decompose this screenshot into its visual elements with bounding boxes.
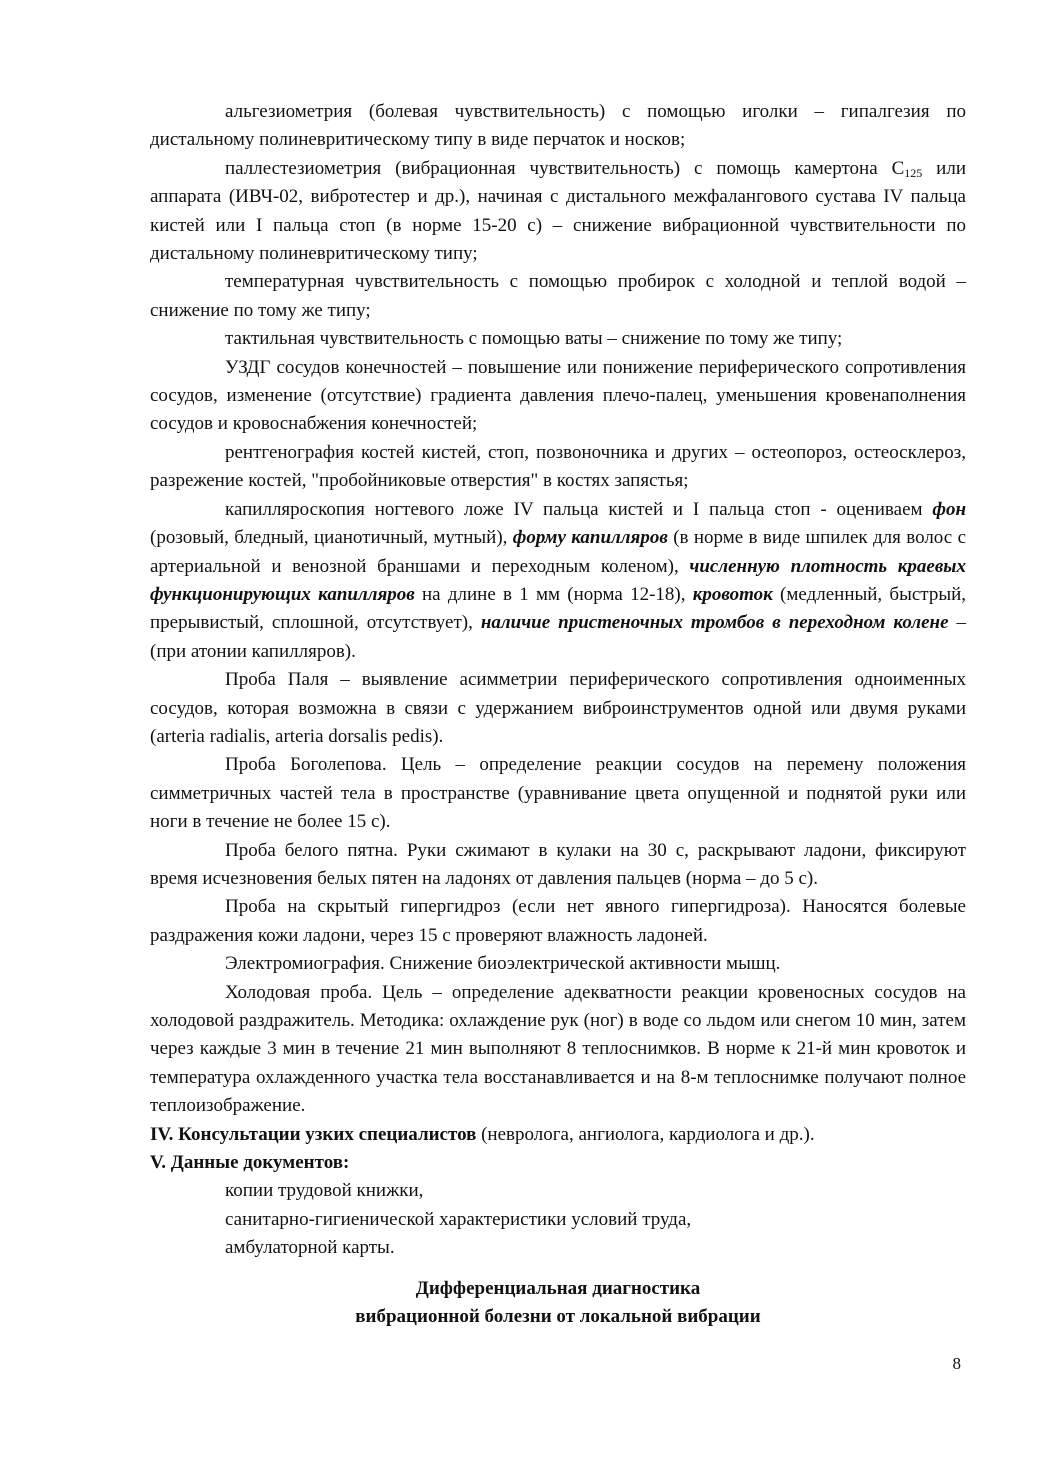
- section-5-title: V. Данные документов:: [150, 1152, 350, 1174]
- heading-line-2: вибрационной болезни от локальной вибрации: [355, 1306, 761, 1327]
- paragraph-palya-test: Проба Паля – выявление асимметрии периферического сопротивления одноименных сосудов, которая возможна в связи с удержанием виброинструментов одной или двумя руками (arteria radialis, arteria dorsalis pedis).: [150, 669, 966, 747]
- capillaroscopy-term-form: форму капилляров: [512, 527, 668, 549]
- paragraph-xray: рентгенография костей кистей, стоп, позвоночника и других – остеопороз, остеосклероз, разрежение костей, "пробойниковые отверстия" в костях запястья;: [150, 441, 966, 492]
- paragraph-pallesthesiometry: [150, 155, 966, 269]
- list-item: амбулаторной карты.: [225, 1237, 395, 1259]
- list-item: копии трудовой книжки,: [225, 1180, 424, 1202]
- section-heading: [150, 1275, 966, 1331]
- list-item: санитарно-гигиенической характеристики условий труда,: [225, 1208, 692, 1230]
- paragraph-white-spot-test: Проба белого пятна. Руки сжимают в кулаки на 30 с, раскрывают ладони, фиксируют время исчезновения белых пятен на ладонях от давления пальцев (норма – до 5 с).: [150, 839, 966, 889]
- body-text: [150, 98, 966, 1263]
- capillaroscopy-text-11: – (при атонии капилляров).: [150, 612, 967, 662]
- heading-line-1: Дифференциальная диагностика: [415, 1278, 701, 1299]
- paragraph-hyperhidrosis-test: Проба на скрытый гипергидроз (если нет явного гипергидроза). Наносятся болевые раздражения кожи ладони, через 15 с проверяют влажность ладоней.: [150, 896, 966, 946]
- pallesthesiometry-text-a: паллестезиометрия (вибрационная чувствительность) с помощь камертона С: [225, 157, 905, 179]
- capillaroscopy-term-background: фон: [932, 498, 966, 520]
- paragraph-cold-test: Холодовая проба. Цель – определение адекватности реакции кровеносных сосудов на холодовой раздражитель. Методика: охлаждение рук (ног) в воде со льдом или снегом 10 мин, затем через каждые 3 мин в течение 21 мин выполняют 8 теплоснимков. В норме к 21-й мин кровоток и температура охлажденного участка тела восстанавливается и на 8-м теплоснимке получают полное теплоизображение.: [150, 981, 966, 1117]
- tuning-fork-subscript: 125: [904, 165, 923, 180]
- section-4-title: IV. Консультации узких специалистов: [150, 1123, 477, 1145]
- page-number: 8: [952, 1354, 961, 1373]
- paragraph-capillaroscopy: [150, 496, 966, 666]
- capillaroscopy-term-bloodflow: кровоток: [692, 583, 773, 605]
- capillaroscopy-text-3: (розовый, бледный, цианотичный, мутный),: [150, 527, 513, 549]
- paragraph-temperature: температурная чувствительность с помощью пробирок с холодной и теплой водой – снижение по тому же типу;: [150, 271, 966, 321]
- capillaroscopy-text-7: на длине в 1 мм (норма 12-18),: [414, 583, 693, 605]
- section-4: [150, 1121, 966, 1149]
- capillaroscopy-term-thrombi: наличие пристеночных тромбов в переходном колене: [480, 612, 949, 634]
- capillaroscopy-text-5: (в норме в виде шпилек для волос с артериальной и венозной браншами и переходным коленом),: [150, 527, 966, 577]
- section-4-text: (невролога, ангиолога, кардиолога и др.).: [476, 1123, 815, 1145]
- pallesthesiometry-text-b: или аппарата (ИВЧ-02, вибротестер и др.), начиная с дистального межфалангового сустава IV пальца кистей или I пальца стоп (в норме 15-20 с) – снижение вибрационной чувствительности по дистальному полиневритическому типу;: [150, 157, 966, 265]
- capillaroscopy-text-1: капилляроскопия ногтевого ложе IV пальца кистей и I пальца стоп - оцениваем: [225, 498, 933, 520]
- capillaroscopy-text-9: (медленный, быстрый, прерывистый, сплошной, отсутствует),: [150, 583, 967, 634]
- paragraph-bogolepov-test: Проба Боголепова. Цель – определение реакции сосудов на перемену положения симметричных частей тела в пространстве (уравнивание цвета опущенной и поднятой руки или ноги в течение не более 15 с).: [150, 754, 966, 833]
- paragraph-uzdg: УЗДГ сосудов конечностей – повышение или понижение периферического сопротивления сосудов, изменение (отсутствие) градиента давления плечо-палец, уменьшения кровенаполнения сосудов и кровоснабжения конечностей;: [150, 356, 966, 435]
- paragraph-emg: Электромиография. Снижение биоэлектрической активности мышц.: [225, 953, 781, 975]
- capillaroscopy-term-density: численную плотность краевых функционирующих капилляров: [150, 555, 966, 605]
- paragraph-algesiometry: альгезиометрия (болевая чувствительность) с помощью иголки – гипалгезия по дистальному полиневритическому типу в виде перчаток и носков;: [150, 101, 966, 151]
- paragraph-tactile: тактильная чувствительность с помощью ваты – снижение по тому же типу;: [225, 328, 843, 350]
